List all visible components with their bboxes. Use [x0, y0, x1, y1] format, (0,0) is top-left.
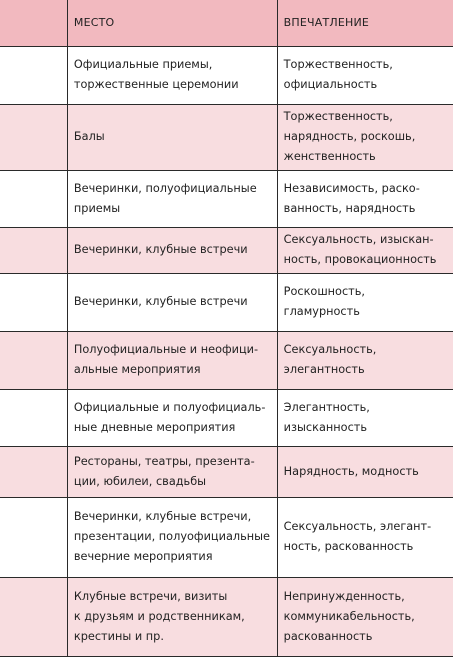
- place-cell: [67, 389, 277, 446]
- place-cell: [67, 577, 277, 656]
- cell-line: Вечеринки, полуофициальные: [73, 181, 257, 195]
- cell-line: официальность: [283, 78, 378, 91]
- cell-line: Непринужденность,: [283, 589, 405, 603]
- row-marker-cell: [0, 170, 67, 227]
- place-cell: [67, 273, 277, 331]
- cell-line: крестины и пр.: [73, 629, 164, 643]
- table-row: [0, 497, 453, 577]
- cell-line: Роскошность,: [283, 285, 366, 298]
- cell-line: Рестораны, театры, презента-: [73, 454, 255, 468]
- impression-cell: [277, 170, 453, 227]
- row-marker-cell: [0, 273, 67, 331]
- impression-cell: [277, 577, 453, 656]
- place-cell: [67, 104, 277, 170]
- cell-line: коммуникабельность,: [283, 609, 415, 623]
- place-cell: [67, 227, 277, 273]
- cell-line: Торжественность,: [283, 110, 393, 123]
- table-row: [0, 446, 453, 497]
- row-marker-cell: [0, 104, 67, 170]
- cell-line: ность, провокационность: [283, 253, 437, 266]
- cell-line: женственность: [283, 150, 376, 163]
- row-marker-cell: [0, 46, 67, 104]
- table-row: [0, 104, 453, 170]
- place-cell: [67, 170, 277, 227]
- column-header-impression: ВПЕЧАТЛЕНИЕ: [277, 0, 453, 46]
- impression-cell: [277, 46, 453, 104]
- cell-line: Официальные и полуофициаль-: [73, 400, 266, 414]
- place-cell: [67, 497, 277, 577]
- cell-line: Сексуальность, изыскан-: [283, 233, 434, 246]
- cell-line: Вечеринки, клубные встречи: [73, 295, 248, 308]
- table-row: [0, 46, 453, 104]
- cell-line: изысканность: [283, 420, 368, 434]
- table-row: [0, 273, 453, 331]
- cell-line: Независимость, раско-: [283, 181, 420, 195]
- row-marker-cell: [0, 0, 67, 46]
- cell-line: Элегантность,: [283, 400, 370, 414]
- cell-line: вечерние мероприятия: [73, 550, 213, 563]
- place-cell: [67, 46, 277, 104]
- impression-cell: [277, 273, 453, 331]
- cell-line: Официальные приемы,: [73, 58, 213, 71]
- row-marker-cell: [0, 577, 67, 656]
- cell-line: торжественные церемонии: [73, 78, 239, 91]
- cell-line: элегантность: [283, 363, 365, 376]
- cell-line: ванность, нарядность: [283, 201, 416, 215]
- cell-line: презентации, полуофициальные: [73, 530, 271, 543]
- cell-line: к друзьям и родственникам,: [73, 609, 245, 623]
- table-row: [0, 389, 453, 446]
- cell-line: Сексуальность, элегант-: [283, 520, 432, 533]
- row-marker-cell: [0, 331, 67, 389]
- impression-cell: [277, 227, 453, 273]
- impression-cell: [277, 104, 453, 170]
- row-marker-cell: [0, 446, 67, 497]
- row-marker-cell: [0, 389, 67, 446]
- row-marker-cell: [0, 227, 67, 273]
- cell-line: Сексуальность,: [283, 343, 377, 356]
- impression-cell: [277, 331, 453, 389]
- cell-line: Полуофициальные и неофици-: [73, 343, 259, 356]
- column-header-place: МЕСТО: [67, 0, 277, 46]
- impression-cell: [277, 497, 453, 577]
- impression-cell: [277, 389, 453, 446]
- cell-line: Вечеринки, клубные встречи: [73, 243, 248, 256]
- cell-line: Клубные встречи, визиты: [73, 589, 228, 603]
- cell-line: альные мероприятия: [73, 363, 201, 376]
- impression-cell: [277, 446, 453, 497]
- table-row: [0, 331, 453, 389]
- cell-line: Нарядность, модность: [283, 464, 419, 478]
- cell-line: гламурность: [283, 305, 360, 318]
- cell-line: ность, раскованность: [283, 540, 414, 553]
- cell-line: Вечеринки, клубные встречи,: [73, 510, 252, 523]
- place-cell: [67, 446, 277, 497]
- cell-line: Торжественность,: [283, 58, 393, 71]
- cell-line: приемы: [73, 201, 121, 215]
- cell-line: Балы: [73, 130, 105, 143]
- table-header-row: [0, 0, 453, 46]
- cell-line: раскованность: [283, 629, 373, 643]
- table-row: [0, 227, 453, 273]
- table-row: [0, 170, 453, 227]
- row-marker-cell: [0, 497, 67, 577]
- cell-line: ные дневные мероприятия: [73, 420, 236, 434]
- cell-line: нарядность, роскошь,: [283, 130, 416, 143]
- cell-line: ции, юбилеи, свадьбы: [73, 474, 207, 488]
- table-row: [0, 577, 453, 656]
- place-cell: [67, 331, 277, 389]
